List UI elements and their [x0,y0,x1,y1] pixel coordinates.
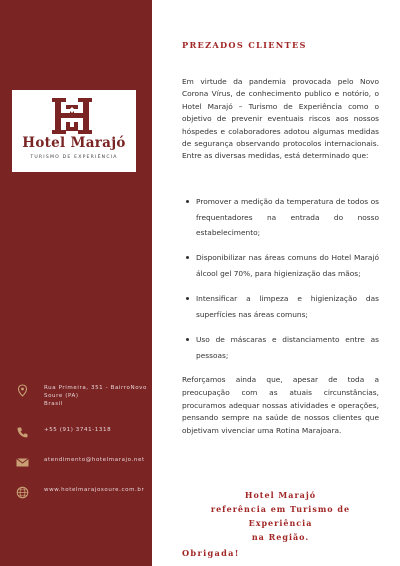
signoff-line: Hotel Marajó [244,490,317,500]
list-item: Disponibilizar nas áreas comuns do Hotel Marajó álcool gel 70%, para higienização das mãos; [182,250,379,281]
signoff-line: na Região. [251,532,310,542]
closing-paragraph: Reforçamos ainda que, apesar de toda a preocupação com as atuais circunstâncias, procuramos adequar nossas atividades e operações, pensando sempre na saúde de nossos clientes que objetivam vivenciar uma Rotina Marajoara. [182,375,379,436]
contact-email-text: atendimento@hotelmarajo.net [44,457,145,463]
thanks-text: Obrigada! [182,548,240,558]
signoff-line: referência em Turismo de Experiência [210,504,351,528]
logo-name: Hotel Marajó [22,135,126,151]
hotel-logo [12,90,136,172]
list-item: Intensificar a limpeza e higienização das superfícies nas áreas comuns; [182,291,379,322]
email-icon [16,456,29,469]
letter-body [152,0,400,566]
contact-website-text: www.hotelmarajosoure.com.br [44,487,145,493]
intro-paragraph: Em virtude da pandemia provocada pelo Novo Corona Vírus, de conhecimento publico e notório, o Hotel Marajó – Turismo de Experiência como o objetivo de prevenir eventuais riscos aos nossos hóspedes e colaboradores adotou algumas medidas de segurança observando protocolos internacionais. Entre as diversas medidas, está determinado que: [182,77,379,161]
globe-icon [16,486,29,499]
location-pin-icon [16,384,29,397]
phone-icon [16,426,29,439]
sidebar [0,0,152,566]
logo-tagline: TURISMO DE EXPERIÊNCIA [30,155,118,160]
contact-address [16,384,148,408]
list-item: Uso de máscaras e distanciamento entre as pessoas; [182,332,379,363]
contact-email [16,456,148,480]
contact-website [16,486,148,510]
letter-heading: PREZADOS CLIENTES [182,40,307,50]
signoff [182,488,379,544]
list-item: Promover a medição da temperatura de todos os frequentadores na entrada do nosso estabelecimento; [182,194,379,241]
contact-phone [16,426,148,450]
contact-address-text: Rua Primeira, 351 - BairroNovo Soure (PA) Brasil [44,385,148,407]
logo-mark-icon [52,97,92,135]
contact-phone-text: +55 (91) 3741-1318 [44,427,112,433]
